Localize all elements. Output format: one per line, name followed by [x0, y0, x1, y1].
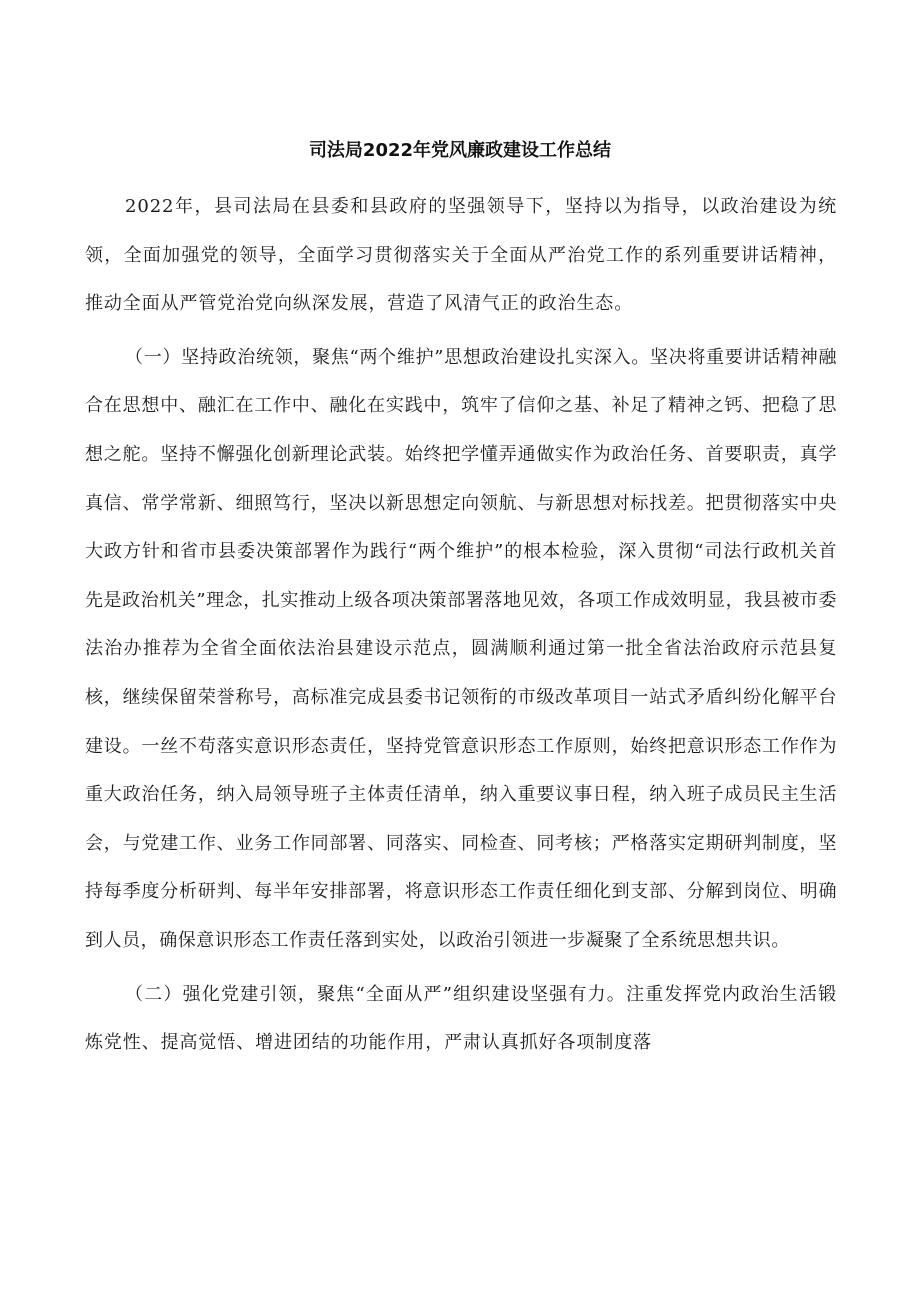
- document-body: [85, 183, 837, 1073]
- document-title: 司法局2022年党风廉政建设工作总结: [308, 140, 612, 161]
- paragraph-section-two: （二）强化党建引领，聚焦“全面从严”组织建设坚强有力。注重发挥党内政治生活锻炼党性、提高觉悟、增进团结的功能作用，严肃认真抓好各项制度落: [85, 983, 837, 1054]
- paragraph-intro: 2022年，县司法局在县委和县政府的坚强领导下，坚持以为指导，以政治建设为统领，全面加强党的领导，全面学习贯彻落实关于全面从严治党工作的系列重要讲话精神，推动全面从严管党治党向纵深发展，营造了风清气正的政治生态。: [85, 196, 837, 315]
- paragraph-section-one: （一）坚持政治统领，聚焦“两个维护”思想政治建设扎实深入。坚决将重要讲话精神融合在思想中、融汇在工作中、融化在实践中，筑牢了信仰之基、补足了精神之钙、把稳了思想之舵。坚持不懈强化创新理论武装。始终把学懂弄通做实作为政治任务、首要职责，真学真信、常学常新、细照笃行，坚决以新思想定向领航、与新思想对标找差。把贯彻落实中央大政方针和省市县委决策部署作为践行“两个维护”的根本检验，深入贯彻“司法行政机关首先是政治机关”理念，扎实推动上级各项决策部署落地见效，各项工作成效明显，我县被市委法治办推荐为全省全面依法治县建设示范点，圆满顺利通过第一批全省法治政府示范县复核，继续保留荣誉称号，高标准完成县委书记领衔的市级改革项目一站式矛盾纠纷化解平台建设。一丝不苟落实意识形态责任，坚持党管意识形态工作原则，始终把意识形态工作作为重大政治任务，纳入局领导班子主体责任清单，纳入重要议事日程，纳入班子成员民主生活会，与党建工作、业务工作同部署、同落实、同检查、同考核；严格落实定期研判制度，坚持每季度分析研判、每半年安排部署，将意识形态工作责任细化到支部、分解到岗位、明确到人员，确保意识形态工作责任落到实处，以政治引领进一步凝聚了全系统思想共识。: [85, 346, 837, 951]
